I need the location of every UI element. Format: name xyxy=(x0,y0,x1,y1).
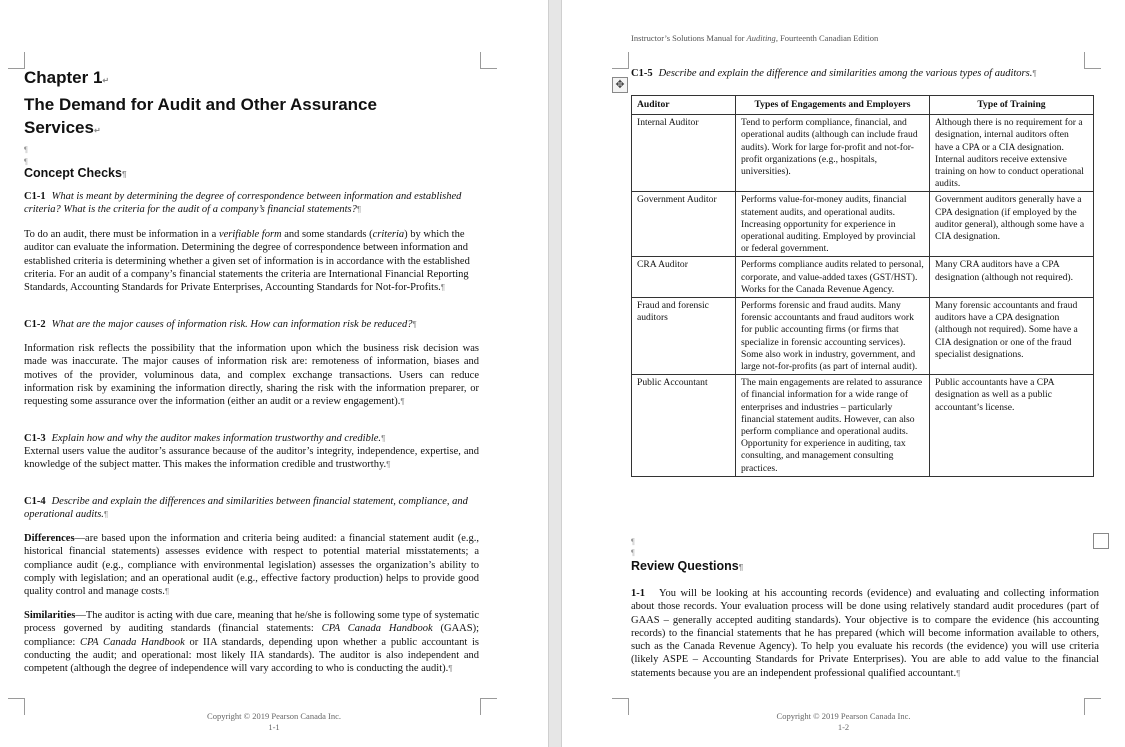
table-row xyxy=(632,257,1094,298)
question-c1-4: C1-4 Describe and explain the differences and similarities between financial statement, compliance, and operational audits.¶ xyxy=(24,496,468,521)
table-cell-engagements: The main engagements are related to assurance of financial information for a wide range of enterprises and industries – particularly financial statement audits. However, can also perform compliance and operational audits. Opportunity for experience in auditing, tax consulting, and management consulting practices. xyxy=(736,375,930,477)
document-page-1 xyxy=(0,0,548,747)
table-header-cell: Types of Engagements and Employers xyxy=(736,96,930,115)
table-row xyxy=(632,375,1094,477)
footer-page-number: 1-2 xyxy=(837,722,850,732)
answer-c1-3: External users value the auditor’s assurance because of the auditor’s integrity, independence, expertise, and knowledge of the subject matter. This makes the information credible and trustworthy.¶ xyxy=(24,446,479,471)
table-row xyxy=(632,115,1094,192)
table-cell-auditor: CRA Auditor xyxy=(632,257,736,298)
table-header-row xyxy=(632,96,1094,115)
table-cell-training: Although there is no requirement for a designation, internal auditors often have a CPA or a CIA designation. Internal auditors receive extensive training on how to conduct operational audits. xyxy=(930,115,1094,192)
table-cell-engagements: Tend to perform compliance, financial, and operational audits (although can include fraud audits). Work for large for-profit and not-for-profit organizations (e.g., hospitals, universities). xyxy=(736,115,930,192)
table-cell-training: Public accountants have a CPA designation as well as a public accountant’s license. xyxy=(930,375,1094,477)
chapter-title: The Demand for Audit and Other Assurance Services↵ xyxy=(24,95,377,137)
crop-mark xyxy=(1084,52,1101,69)
review-question-1-1: 1-1 You will be looking at his accounting records (evidence) and evaluating and collecting information about those records. Your evaluation process will be done using relatively standard audit procedures (part of GAAS – generally accepted auditing standards). Your objective is to compare the evidence (his accounting records) to the financial statements that he has prepared (which will become information available to others, such as the Canada Revenue Agency). To help you evaluate his records (the evidence) you will use criteria (likely ASPE – Accounting Standards for Private Enterprises). You are able to add value to the financial statements because you are an independent professional qualified accountant.¶ xyxy=(631,588,1099,679)
table-cell-auditor: Government Auditor xyxy=(632,192,736,257)
chapter-label: Chapter 1↵ xyxy=(24,68,110,87)
table-header-cell: Type of Training xyxy=(930,96,1094,115)
running-header: Instructor’s Solutions Manual for Auditing, Fourteenth Canadian Edition xyxy=(631,33,879,43)
table-cell-engagements: Performs compliance audits related to personal, corporate, and value-added taxes (GST/HST). Works for the Canada Revenue Agency. xyxy=(736,257,930,298)
empty-paragraph-mark: ¶ xyxy=(631,548,635,557)
answer-c1-1: To do an audit, there must be information in a verifiable form and some standards (criteria) by which the auditor can evaluate the information. Determining the degree of correspondence between information and established criteria is determining whether a given set of information is in accordance with the established criteria. For an audit of a company’s financial statements the criteria are International Financial Reporting Standards, Accounting Standards for Private Enterprises, Accounting Standards for Not-for-Profits.¶ xyxy=(24,229,470,294)
section-heading-concept-checks: Concept Checks¶ xyxy=(24,166,127,180)
page-footer xyxy=(562,711,1125,733)
question-c1-1: C1-1 What is meant by determining the degree of correspondence between information and established criteria? What is the criteria for the audit of a company’s financial statements?¶ xyxy=(24,191,462,216)
question-c1-5: C1-5 Describe and explain the difference and similarities among the various types of auditors.¶ xyxy=(631,68,1037,79)
auditor-types-table xyxy=(631,95,1094,477)
table-move-handle-icon[interactable]: ✥ xyxy=(612,77,628,93)
table-cell-engagements: Performs value-for-money audits, financial statement audits, and operational audits. Increasing opportunity for experience in operational auditing. Employed by provincial or federal government. xyxy=(736,192,930,257)
answer-c1-4-similarities: Similarities—The auditor is acting with due care, meaning that he/she is following some type of systematic process governed by auditing standards (financial statements: CPA Canada Handbook (GAAS); compliance: CPA Canada Handbook or IIA standards, depending upon whether a public accountant is conducting the audit; and operational: most likely IIA standards). The auditor is also independent and competent (although the degree of independence will vary according to who is conducting the audit).¶ xyxy=(24,610,479,675)
table-cell-auditor: Fraud and forensic auditors xyxy=(632,298,736,375)
empty-paragraph-mark: ¶ xyxy=(631,537,635,546)
crop-mark xyxy=(480,52,497,69)
table-cell-engagements: Performs forensic and fraud audits. Many forensic accountants and fraud auditors work for public accounting firms (or firms that specialize in forensic accounting services). Some also work in industry, government, and large not-for-profits (as part of internal audit). xyxy=(736,298,930,375)
crop-mark xyxy=(612,52,629,69)
table-cell-training: Many forensic accountants and fraud auditors have a CPA designation (although not required). Some have a CIA designation or one of the fraud specialist designations. xyxy=(930,298,1094,375)
answer-c1-2: Information risk reflects the possibility that the information upon which the business risk decision was made was inaccurate. The major causes of information risk are: remoteness of information, biases and motives of the provider, voluminous data, and complex exchange transactions. Users can reduce information risk by examining the information directly, sharing the risk with the information preparer, or requesting some assurance over the information (either an audit or a review engagement).¶ xyxy=(24,343,479,408)
crop-mark xyxy=(8,52,25,69)
table-cell-auditor: Internal Auditor xyxy=(632,115,736,192)
section-heading-review-questions: Review Questions¶ xyxy=(631,559,744,573)
document-page-2 xyxy=(562,0,1125,747)
footer-copyright: Copyright © 2019 Pearson Canada Inc. xyxy=(207,711,341,721)
page-gutter xyxy=(548,0,562,747)
table-cell-auditor: Public Accountant xyxy=(632,375,736,477)
table-cell-training: Many CRA auditors have a CPA designation (although not required). xyxy=(930,257,1094,298)
question-c1-2: C1-2 What are the major causes of information risk. How can information risk be reduced?¶ xyxy=(24,319,417,330)
footer-copyright: Copyright © 2019 Pearson Canada Inc. xyxy=(776,711,911,721)
page-footer xyxy=(0,711,548,733)
table-resize-handle[interactable] xyxy=(1093,533,1109,549)
empty-paragraph-mark: ¶ xyxy=(24,145,28,154)
table-cell-training: Government auditors generally have a CPA designation (if employed by the auditor general), although some have a CIA designation. xyxy=(930,192,1094,257)
empty-paragraph-mark: ¶ xyxy=(24,157,28,166)
table-header-cell: Auditor xyxy=(632,96,736,115)
table-row xyxy=(632,298,1094,375)
footer-page-number: 1-1 xyxy=(268,722,280,732)
table-row xyxy=(632,192,1094,257)
question-c1-3: C1-3 Explain how and why the auditor makes information trustworthy and credible.¶ xyxy=(24,433,386,444)
answer-c1-4-differences: Differences—are based upon the information and criteria being audited: a financial statement audit (e.g., historical financial statements) assesses evidence with respect to potential material misstatements; a compliance audit (e.g., compliance with environmental legislation) assesses the organization’s ability to comply with legislation; and an operational audit (e.g., effective factory production) helps to provide good quality control and manage costs.¶ xyxy=(24,533,479,598)
